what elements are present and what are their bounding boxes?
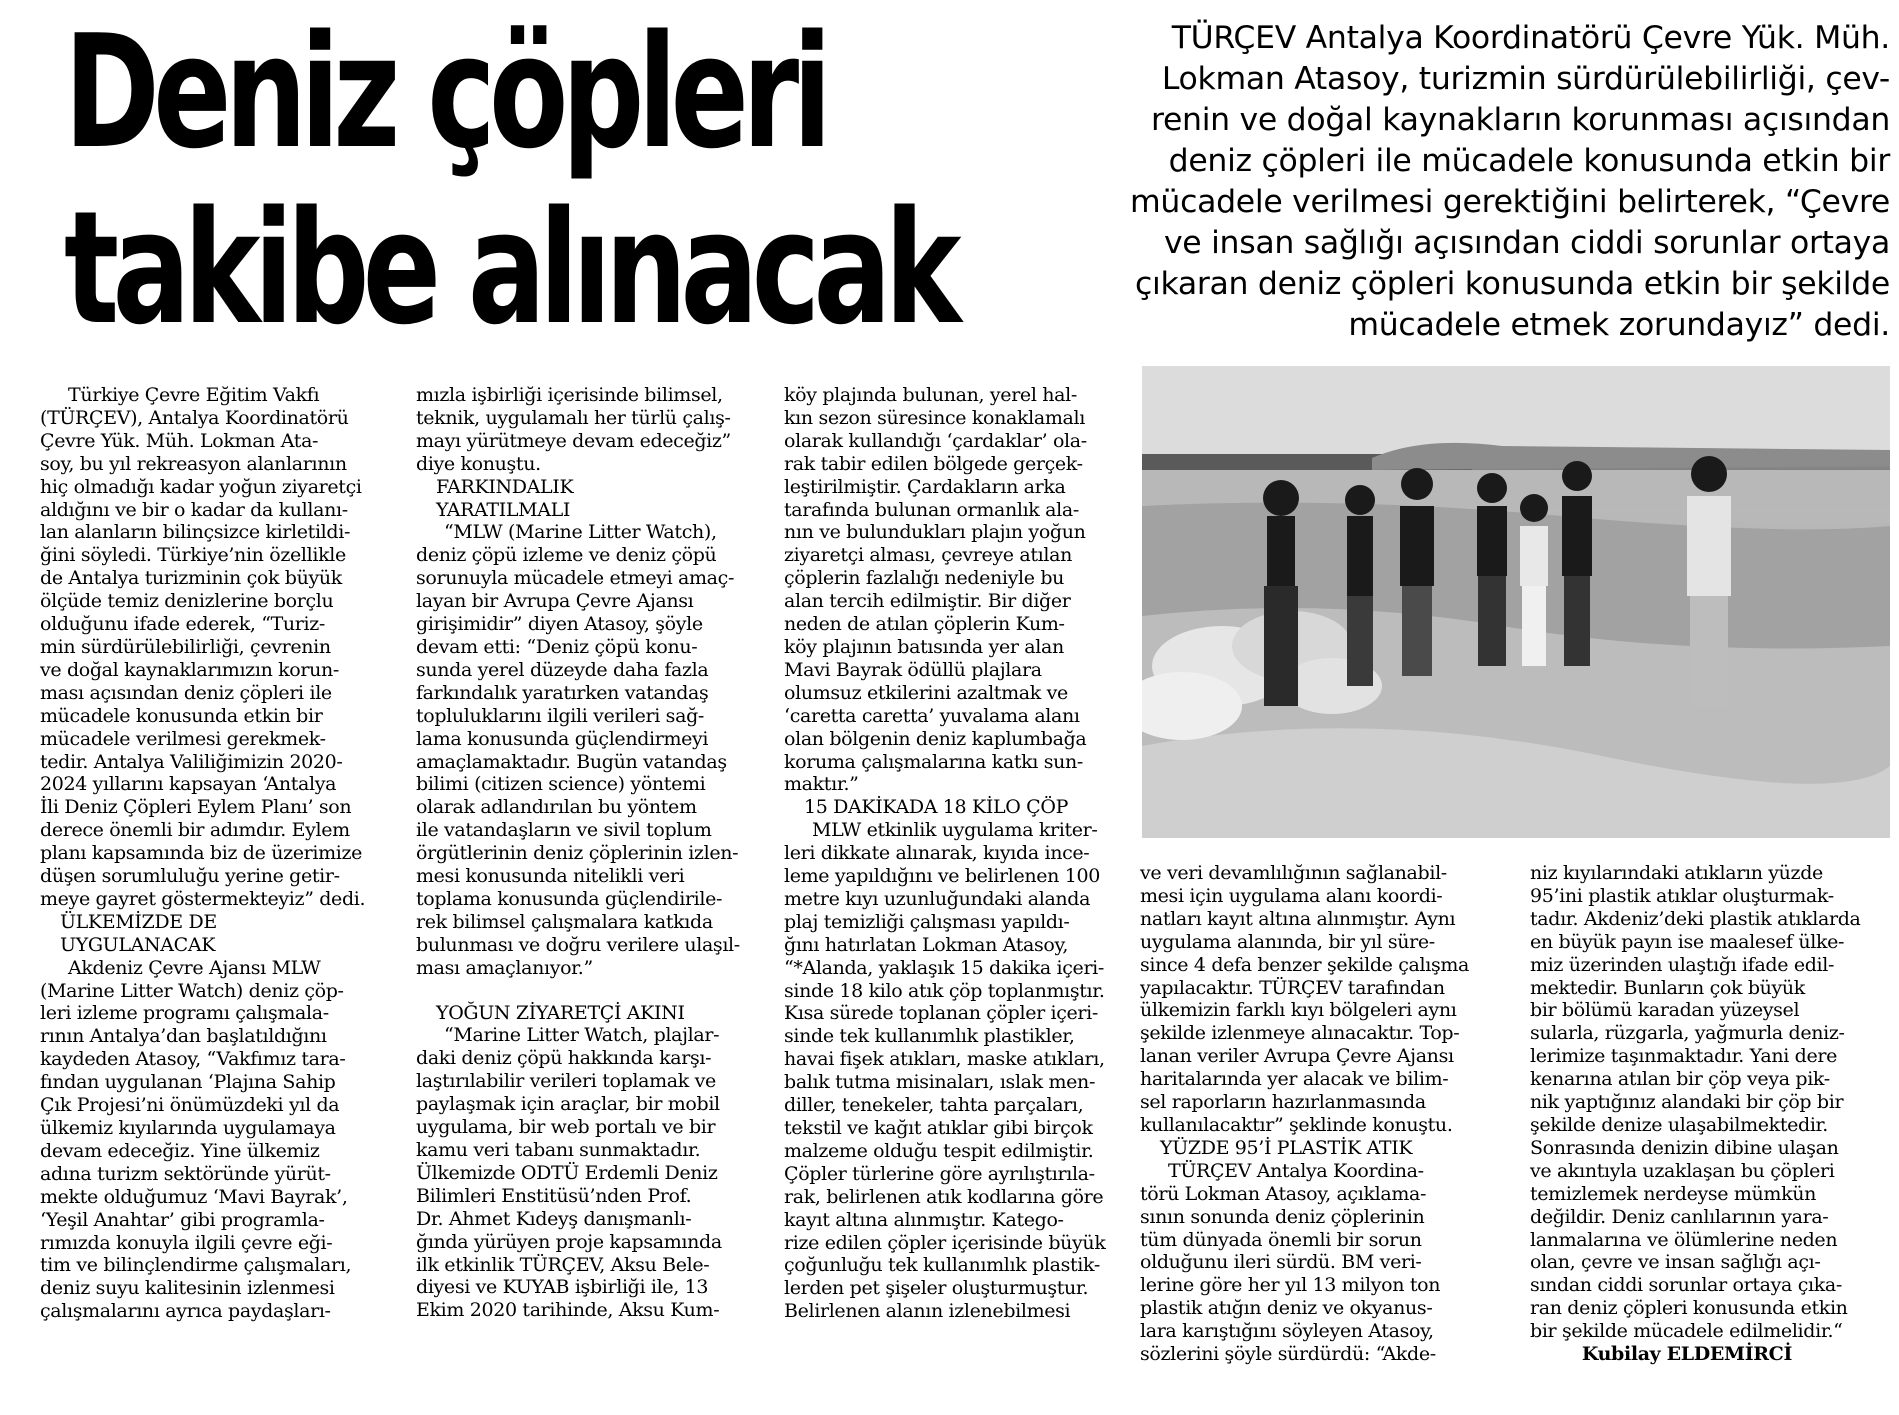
text-line: temizlemek nerdeyse mümkün (1530, 1182, 1817, 1205)
text-line: sularla, rüzgarla, yağmurla deniz- (1530, 1022, 1845, 1045)
text-line: kın sezon süresince konaklamalı (784, 406, 1085, 429)
deck-line: deniz çöpleri ile mücadele konusunda etkin bir (1168, 143, 1890, 179)
text-line: mektedir. Bunların çok büyük (1530, 976, 1805, 999)
text-line: yapılacaktır. TÜRÇEV tarafından (1140, 976, 1445, 999)
text-line: adına turizm sektöründe yürüt- (40, 1162, 331, 1185)
text-line: Çevre Yük. Müh. Lokman Ata- (40, 429, 319, 452)
article-column-3 (784, 384, 1124, 1323)
text-line: örgütlerinin deniz çöplerinin izlen- (416, 842, 739, 865)
text-line: ması açısından deniz çöpleri ile (40, 681, 332, 704)
text-line: Çöpler türlerine göre ayrılıştırıla- (784, 1162, 1095, 1185)
text-line: mesi konusunda nitelikli veri (416, 865, 685, 888)
text-line: bulunması ve doğru verilere ulaşıl- (416, 933, 740, 956)
text-line: çöplerin fazlalığı nedeniyle bu (784, 567, 1065, 590)
text-line: lanan veriler Avrupa Çevre Ajansı (1140, 1045, 1454, 1068)
subheading: YÜZDE 95’İ PLASTİK ATIK (1160, 1136, 1413, 1159)
article-column-5 (1530, 862, 1882, 1366)
text-line: ması amaçlanıyor.” (416, 956, 593, 979)
text-line: mekte olduğumuz ‘Mavi Bayrak’, (40, 1185, 348, 1208)
text-line: paylaşmak için araçlar, bir mobil (416, 1093, 720, 1116)
text-line: “Marine Litter Watch, plajlar- (444, 1024, 720, 1047)
deck-line: mücadele verilmesi gerektiğini belirterek, “Çevre (1130, 184, 1890, 220)
text-line: ran deniz çöpleri konusunda etkin (1530, 1297, 1848, 1320)
text-line: ‘Yeşil Anahtar’ gibi programla- (40, 1208, 325, 1231)
text-line: ile vatandaşların ve sivil toplum (416, 819, 712, 842)
text-line: daki deniz çöpü hakkında karşı- (416, 1047, 712, 1070)
text-line: İli Deniz Çöpleri Eylem Planı’ son (40, 796, 352, 819)
text-line: teknik, uygulamalı her türlü çalış- (416, 406, 731, 429)
headline-line-1: Deniz çöpleri (64, 1, 826, 183)
text-line: Ekim 2020 tarihinde, Aksu Kum- (416, 1299, 720, 1322)
text-line: törü Lokman Atasoy, açıklama- (1140, 1182, 1427, 1205)
text-line: TÜRÇEV Antalya Koordina- (1168, 1159, 1424, 1182)
text-line: farkındalık yaratırken vatandaş (416, 681, 709, 704)
text-line: girişimidir” diyen Atasoy, şöyle (416, 613, 703, 636)
text-line: since 4 defa benzer şekilde çalışma (1140, 953, 1470, 976)
text-line: devam etti: “Deniz çöpü konu- (416, 635, 698, 658)
text-line: olduğunu ileri sürdü. BM veri- (1140, 1251, 1422, 1274)
deck-line: renin ve doğal kaynakların korunması açısından (1151, 102, 1890, 138)
text-line: ülkemizin farklı kıyı bölgeleri aynı (1140, 999, 1457, 1022)
text-line: ve doğal kaynaklarımızın korun- (40, 658, 339, 681)
text-line: meye gayret göstermekteyiz” dedi. (40, 887, 366, 910)
text-line: olumsuz etkilerini azaltmak ve (784, 681, 1068, 704)
text-line: sözlerini şöyle sürdürdü: “Akde- (1140, 1343, 1436, 1366)
text-line: Ülkemizde ODTÜ Erdemli Deniz (416, 1161, 718, 1184)
text-line: bilimi (citizen science) yöntemi (416, 773, 706, 796)
text-line: olan bölgenin deniz kaplumbağa (784, 727, 1087, 750)
text-line: devam edeceğiz. Yine ülkemiz (40, 1139, 320, 1162)
text-line: lan alanların bilinçsizce kirletildi- (40, 521, 351, 544)
text-line: tekstil ve kağıt atıklar gibi birçok (784, 1117, 1093, 1139)
text-line: 2024 yıllarını kapsayan ‘Antalya (40, 773, 337, 796)
text-line: sorunuyla mücadele etmeyi amaç- (416, 567, 735, 590)
text-line: Sonrasında denizin dibine ulaşan (1530, 1136, 1839, 1159)
text-line: diyesi ve KUYAB işbirliği ile, 13 (416, 1276, 709, 1299)
text-line: rek bilimsel çalışmalara katkıda (416, 910, 713, 933)
text-line: değildir. Deniz canlılarının yara- (1530, 1205, 1829, 1228)
headline-line-2: takibe alınacak (64, 177, 955, 359)
text-line: 95’ini plastik atıklar oluşturmak- (1530, 884, 1834, 907)
text-line: ülkemiz kıyılarında uygulamaya (40, 1117, 336, 1139)
text-line: de Antalya turizminin çok büyük (40, 567, 342, 590)
text-line: alan tercih edilmiştir. Bir diğer (784, 590, 1071, 613)
text-line: Kısa sürede toplanan çöpler içeri- (784, 1002, 1098, 1025)
text-line: min sürdürülebilirliği, çevrenin (40, 635, 331, 658)
deck-summary (1120, 18, 1890, 346)
text-line: mücadele verilmesi gerekmek- (40, 727, 326, 750)
text-line: lerimize taşınmaktadır. Yani dere (1530, 1045, 1837, 1068)
text-line: MLW etkinlik uygulama kriter- (812, 819, 1098, 842)
text-line: miz üzerinden ulaştığı ifade edil- (1530, 953, 1835, 976)
text-line: mızla işbirliği içerisinde bilimsel, (416, 384, 723, 406)
text-line: Akdeniz Çevre Ajansı MLW (68, 956, 321, 979)
text-line: plaj temizliği çalışması yapıldı- (784, 910, 1070, 933)
text-line: diller, tenekeler, tahta parçaları, (784, 1094, 1084, 1117)
text-line: ‘caretta caretta’ yuvalama alanı (784, 704, 1080, 727)
subheading: ÜLKEMİZDE DE (60, 910, 217, 933)
text-line: mayı yürütmeye devam edeceğiz” (416, 429, 731, 452)
text-line: deniz çöpü izleme ve deniz çöpü (416, 544, 717, 567)
text-line: köy plajının batısında yer alan (784, 635, 1064, 658)
text-line: rak, belirlenen atık kodlarına göre (784, 1185, 1104, 1208)
text-line: layan bir Avrupa Çevre Ajansı (416, 590, 694, 613)
text-line: sinde tek kullanımlık plastikler, (784, 1025, 1075, 1048)
text-line: niz kıyılarındaki atıkların yüzde (1530, 862, 1823, 884)
text-line: uygulama alanında, bir yıl süre- (1140, 930, 1435, 953)
text-line: balık tutma misinaları, ıslak men- (784, 1071, 1096, 1094)
text-line: olarak kullandığı ‘çardaklar’ ola- (784, 429, 1087, 452)
text-line: metre kıyı uzunluğundaki alanda (784, 887, 1091, 910)
article-column-1 (40, 384, 380, 1323)
text-line: şekilde denize ulaşabilmektedir. (1530, 1113, 1828, 1136)
text-line: Mavi Bayrak ödüllü plajlara (784, 658, 1042, 681)
text-line: neden de atılan çöplerin Kum- (784, 613, 1065, 636)
text-line: tarafında bulunan ormanlık ala- (784, 498, 1079, 521)
text-line: Bilimleri Enstitüsü’nden Prof. (416, 1184, 692, 1207)
text-line: şekilde izlenmeye alınacaktır. Top- (1140, 1022, 1460, 1045)
text-line: topluluklarını ilgili verileri sağ- (416, 704, 704, 727)
text-line: mesi için uygulama alanı koordi- (1140, 884, 1443, 907)
text-line: lama konusunda güçlendirmeyi (416, 727, 709, 750)
text-line: sunda yerel düzeyde daha fazla (416, 658, 709, 681)
text-line: planı kapsamında biz de üzerimize (40, 842, 363, 865)
text-line: ve akıntıyla uzaklaşan bu çöpleri (1530, 1159, 1835, 1182)
text-line: “MLW (Marine Litter Watch), (444, 521, 717, 544)
text-line: Çık Projesi’ni önümüzdeki yıl da (40, 1094, 340, 1117)
text-line: “*Alanda, yaklaşık 15 dakika içeri- (784, 956, 1104, 979)
deck-line: mücadele etmek zorundayız” dedi. (1348, 307, 1890, 343)
text-line: çalışmalarını ayrıca paydaşları- (40, 1300, 331, 1323)
deck-line: ve insan sağlığı açısından ciddi sorunlar ortaya (1163, 225, 1890, 261)
text-line: nın ve bulundukları plajın yoğun (784, 521, 1086, 544)
text-line: nik yaptığınız alandaki bir çöp bir (1530, 1091, 1844, 1114)
text-line: rize edilen çöpler içerisinde büyük (784, 1231, 1106, 1254)
text-line: ğında yürüyen proje kapsamında (416, 1230, 722, 1253)
text-line: ziyaretçi alması, çevreye atılan (784, 544, 1072, 567)
article-column-4 (1140, 862, 1492, 1366)
text-line: lerden pet şişeler oluşturmuştur. (784, 1277, 1089, 1300)
text-line: natları kayıt altına alınmıştır. Aynı (1140, 907, 1456, 930)
beach-cleanup-photo (1142, 366, 1890, 838)
text-line: tüm dünyada önemli bir sorun (1140, 1228, 1422, 1251)
text-line: derece önemli bir adımdır. Eylem (40, 819, 350, 842)
text-line: ölçüde temiz denizlerine borçlu (40, 590, 334, 613)
text-line: fından uygulanan ‘Plajına Sahip (40, 1071, 336, 1094)
text-line: malzeme olduğu tespit edilmiştir. (784, 1139, 1094, 1162)
text-line: ğını hatırlatan Lokman Atasoy, (784, 933, 1069, 956)
text-line: kamu veri tabanı sunmaktadır. (416, 1139, 701, 1161)
text-line: bir bölümü karadan yüzeysel (1530, 999, 1800, 1022)
subheading: FARKINDALIK (436, 475, 574, 498)
text-line: sından ciddi sorunlar ortaya çıka- (1530, 1274, 1842, 1297)
text-line: (TÜRÇEV), Antalya Koordinatörü (40, 406, 349, 429)
text-line: plastik atığın deniz ve okyanus- (1140, 1297, 1433, 1320)
text-line: (Marine Litter Watch) deniz çöp- (40, 979, 344, 1002)
text-line: olan, çevre ve insan sağlığı açı- (1530, 1251, 1821, 1274)
text-line: tadır. Akdeniz’deki plastik atıklarda (1530, 907, 1861, 930)
text-line: düşen sorumluluğu yerine getir- (40, 865, 340, 888)
text-line: sının sonunda deniz çöplerinin (1140, 1205, 1425, 1228)
headline (64, 1, 955, 359)
text-line: amaçlamaktadır. Bugün vatandaş (416, 750, 727, 773)
text-line: lara karıştığını söyleyen Atasoy, (1140, 1320, 1434, 1343)
text-line: soy, bu yıl rekreasyon alanlarının (40, 452, 347, 475)
text-line: kaydeden Atasoy, “Vakfımız tara- (40, 1048, 346, 1071)
text-line: laştırılabilir verileri toplamak ve (416, 1070, 716, 1093)
subheading: 15 DAKİKADA 18 KİLO ÇÖP (804, 796, 1069, 819)
text-line: leri izleme programı çalışmala- (40, 1002, 329, 1025)
text-line: leştirilmiştir. Çardakların arka (784, 475, 1066, 498)
text-line: Dr. Ahmet Kıdeyş danışmanlı- (416, 1207, 692, 1230)
text-line: deniz suyu kalitesinin izlenmesi (40, 1277, 335, 1300)
text-line: sinde 18 kilo atık çöp toplanmıştır. (784, 979, 1105, 1002)
text-line: kullanılacaktır” şeklinde konuştu. (1140, 1113, 1453, 1136)
text-line: ğini söyledi. Türkiye’nin özellikle (40, 544, 346, 567)
text-line: olduğunu ifade ederek, “Turiz- (40, 613, 325, 636)
text-line: lanmalarına ve ölümlerine neden (1530, 1228, 1838, 1251)
text-line: leri dikkate alınarak, kıyıda ince- (784, 842, 1090, 865)
text-line: maktır.” (784, 773, 859, 796)
text-line: rının Antalya’dan başlatıldığını (40, 1025, 327, 1048)
text-line: toplama konusunda güçlendirile- (416, 887, 723, 910)
article-column-2 (416, 384, 756, 1322)
text-line: tedir. Antalya Valiliğimizin 2020- (40, 750, 343, 773)
text-line: sel raporların hazırlanmasında (1140, 1091, 1426, 1114)
text-line: havai fişek atıkları, maske atıkları, (784, 1048, 1105, 1071)
text-line: uygulama, bir web portalı ve bir (416, 1116, 716, 1139)
text-line: bir şekilde mücadele edilmelidir.“ (1530, 1320, 1843, 1343)
text-line: Belirlenen alanın izlenebilmesi (784, 1300, 1071, 1323)
text-line: lerine göre her yıl 13 milyon ton (1140, 1274, 1441, 1297)
text-line: en büyük payın ise maalesef ülke- (1530, 930, 1845, 953)
text-line: rımızda konuyla ilgili çevre eği- (40, 1231, 333, 1254)
text-line: köy plajında bulunan, yerel hal- (784, 384, 1077, 406)
text-line: kayıt altına alınmıştır. Katego- (784, 1208, 1064, 1231)
subheading: YOĞUN ZİYARETÇİ AKINI (436, 1001, 685, 1024)
text-line: hiç olmadığı kadar yoğun ziyaretçi (40, 475, 362, 498)
text-line: diye konuştu. (416, 452, 541, 475)
text-line: aldığını ve bir o kadar da kullanı- (40, 498, 348, 521)
text-line: kenarına atılan bir çöp veya pik- (1530, 1068, 1830, 1091)
subheading: YARATILMALI (436, 498, 571, 521)
text-line: rak tabir edilen bölgede gerçek- (784, 452, 1083, 475)
author-byline: Kubilay ELDEMİRCİ (1581, 1343, 1792, 1366)
text-line: ve veri devamlılığının sağlanabil- (1140, 862, 1447, 884)
text-line: mücadele konusunda etkin bir (40, 704, 323, 727)
deck-line: TÜRÇEV Antalya Koordinatörü Çevre Yük. Müh. (1171, 20, 1890, 56)
subheading: UYGULANACAK (60, 933, 216, 956)
text-line: leme yapıldığını ve belirlenen 100 (784, 865, 1100, 888)
deck-line: Lokman Atasoy, turizmin sürdürülebilirliği, çev- (1161, 61, 1890, 97)
text-line: ilk etkinlik TÜRÇEV, Aksu Bele- (416, 1253, 710, 1276)
text-line: koruma çalışmalarına katkı sun- (784, 750, 1083, 773)
text-line: olarak adlandırılan bu yöntem (416, 796, 697, 819)
text-line: haritalarında yer alacak ve bilim- (1140, 1068, 1449, 1091)
text-line: tim ve bilinçlendirme çalışmaları, (40, 1254, 352, 1277)
text-line: çoğunluğu tek kullanımlık plastik- (784, 1254, 1100, 1277)
beach-photo-illustration (1142, 366, 1890, 838)
text-line: Türkiye Çevre Eğitim Vakfı (68, 384, 320, 406)
deck-line: çıkaran deniz çöpleri konusunda etkin bir şekilde (1135, 266, 1890, 302)
